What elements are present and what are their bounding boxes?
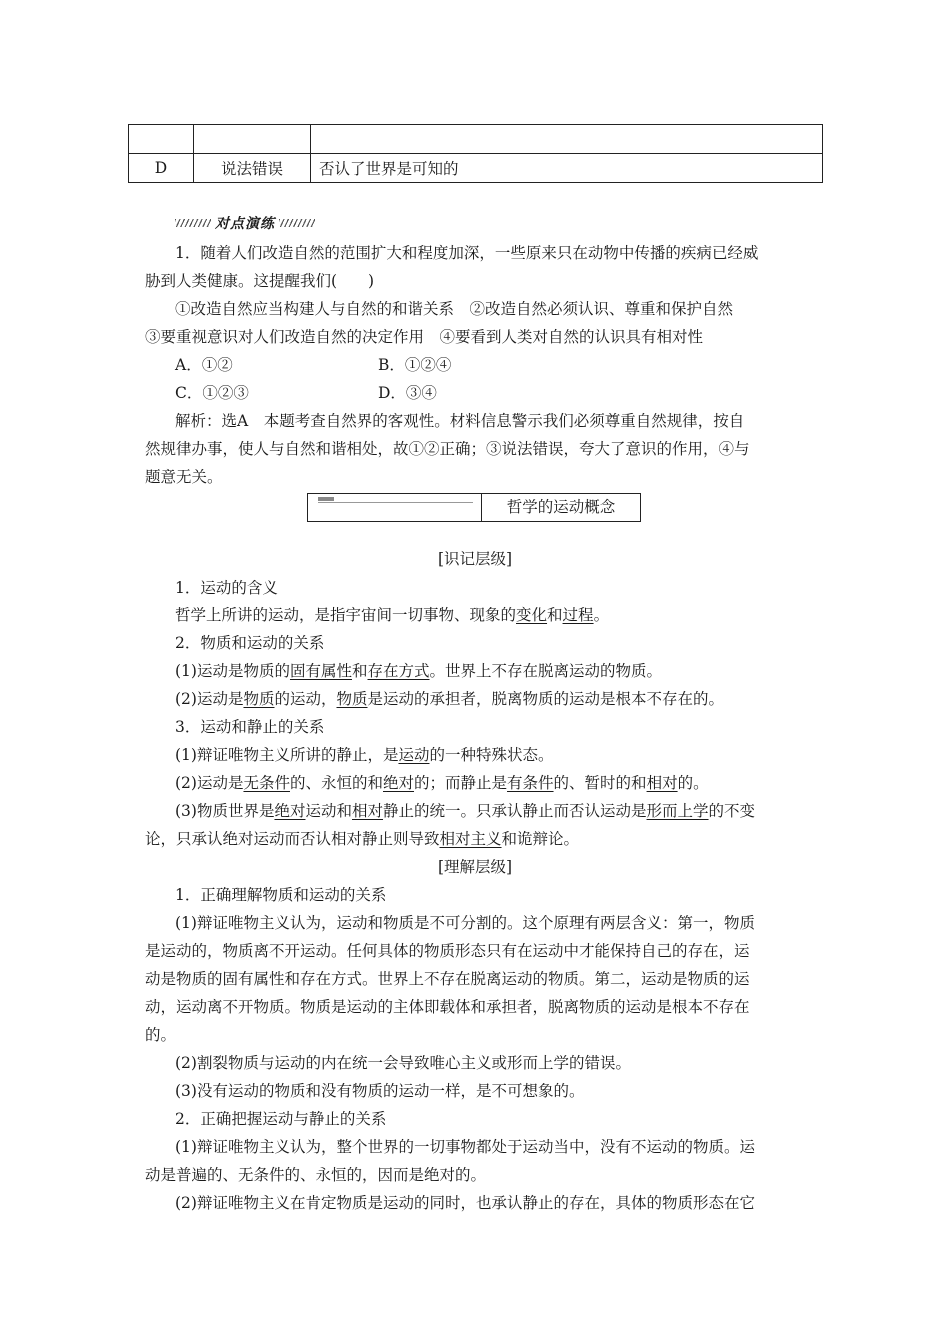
statement-line-1: ①改造自然应当构建人与自然的和谐关系 ②改造自然必须认识、尊重和保护自然 [175,300,734,318]
section-title: 哲学的运动概念 [506,498,616,516]
statement-line-2: ③要重视意识对人们改造自然的决定作用 ④要看到人类对自然的认识具有相对性 [145,328,704,346]
practice-header [175,214,315,232]
section-rule [318,502,473,503]
understand-heading-2: 2．正确把握运动与静止的关系 [175,1110,387,1128]
recall-paragraph-3: (2)运动是物质的运动，物质是运动的承担者，脱离物质的运动是根本不存在的。 [175,690,725,708]
keyword: 相对 [352,802,384,820]
keyword: 存在方式 [367,662,430,680]
section-title-box [307,493,641,522]
hatch-decoration-left [175,219,211,227]
understand-line-3: 动是物质的固有属性和存在方式。世界上不存在脱离运动的物质。第二，运动是物质的运 [145,970,750,988]
keyword: 有条件 [507,774,554,792]
recall-paragraph-2: (1)运动是物质的固有属性和存在方式。世界上不存在脱离运动的物质。 [175,662,663,680]
keyword: 相对主义 [439,830,502,848]
practice-header-title: 对点演练 [215,216,275,232]
keyword: 运动 [398,746,430,764]
table-row [129,154,823,183]
understand-line-10: (2)辩证唯物主义在肯定物质是运动的同时，也承认静止的存在，具体的物质形态在它 [175,1194,755,1212]
question-stem-line-2: 胁到人类健康。这提醒我们( ) [145,272,375,290]
option-b: B．①②④ [378,356,452,374]
understand-line-1: (1)辩证唯物主义认为，运动和物质是不可分割的。这个原理有两层含义：第一，物质 [175,914,755,932]
recall-heading-1: 1．运动的含义 [175,579,278,597]
understand-line-2: 是运动的，物质离不开运动。任何具体的物质形态只有在运动中才能保持自己的存在，运 [145,942,750,960]
keyword: 物质 [336,690,368,708]
verdict-cell: 说法错误 [194,154,311,183]
option-d: D．③④ [378,384,437,402]
table-row [129,125,823,154]
understand-line-4: 动，运动离不开物质。物质是运动的主体即载体和承担者，脱离物质的运动是根本不存在 [145,998,750,1016]
understand-line-6: (2)割裂物质与运动的内在统一会导致唯心主义或形而上学的错误。 [175,1054,631,1072]
keyword: 物质 [243,690,275,708]
understand-line-7: (3)没有运动的物质和没有物质的运动一样，是不可想象的。 [175,1082,585,1100]
recall-paragraph-7: 论，只承认绝对运动而否认相对静止则导致相对主义和诡辩论。 [145,830,580,848]
answer-line-2: 然规律办事，使人与自然和谐相处，故①②正确；③说法错误，夸大了意识的作用，④与 [145,440,750,458]
recall-paragraph-6: (3)物质世界是绝对运动和相对静止的统一。只承认静止而否认运动是形而上学的不变 [175,802,756,820]
question-stem-line-1: 1．随着人们改造自然的范围扩大和程度加深，一些原来只在动物中传播的疾病已经威 [175,244,759,262]
table-cell [129,125,194,154]
answer-line-1: 解析：选A 本题考查自然界的客观性。材料信息警示我们必须尊重自然规律，按自 [175,412,745,430]
keyword: 过程 [562,606,594,624]
keyword: 无条件 [243,774,290,792]
option-c: C．①②③ [175,384,249,402]
section-box-decoration [308,494,482,521]
recall-heading-3: 3．运动和静止的关系 [175,718,325,736]
keyword: 固有属性 [289,662,352,680]
recall-paragraph-5: (2)运动是无条件的、永恒的和绝对的；而静止是有条件的、暂时的和相对的。 [175,774,709,792]
keyword: 相对 [646,774,678,792]
understand-heading-1: 1．正确理解物质和运动的关系 [175,886,387,904]
understand-level-heading: [理解层级] [437,858,513,876]
reason-cell: 否认了世界是可知的 [311,154,823,183]
keyword: 变化 [516,606,548,624]
understand-line-8: (1)辩证唯物主义认为，整个世界的一切事物都处于运动当中，没有不运动的物质。运 [175,1138,755,1156]
recall-level-heading: [识记层级] [437,550,513,568]
table-cell [194,125,311,154]
answer-line-3: 题意无关。 [145,468,223,486]
table-cell [311,125,823,154]
keyword: 绝对 [383,774,415,792]
understand-line-9: 动是普遍的、无条件的、永恒的，因而是绝对的。 [145,1166,487,1184]
comparison-table [128,124,823,183]
recall-paragraph-4: (1)辩证唯物主义所讲的静止，是运动的一种特殊状态。 [175,746,554,764]
hatch-decoration-right [279,219,315,227]
option-cell: D [129,154,194,183]
option-a: A．①② [175,356,233,374]
understand-line-5: 的。 [145,1026,177,1044]
recall-paragraph-1: 哲学上所讲的运动，是指宇宙间一切事物、现象的变化和过程。 [175,606,610,624]
recall-heading-2: 2．物质和运动的关系 [175,634,325,652]
section-tag-mark [318,497,334,501]
keyword: 形而上学 [646,802,709,820]
keyword: 绝对 [274,802,306,820]
